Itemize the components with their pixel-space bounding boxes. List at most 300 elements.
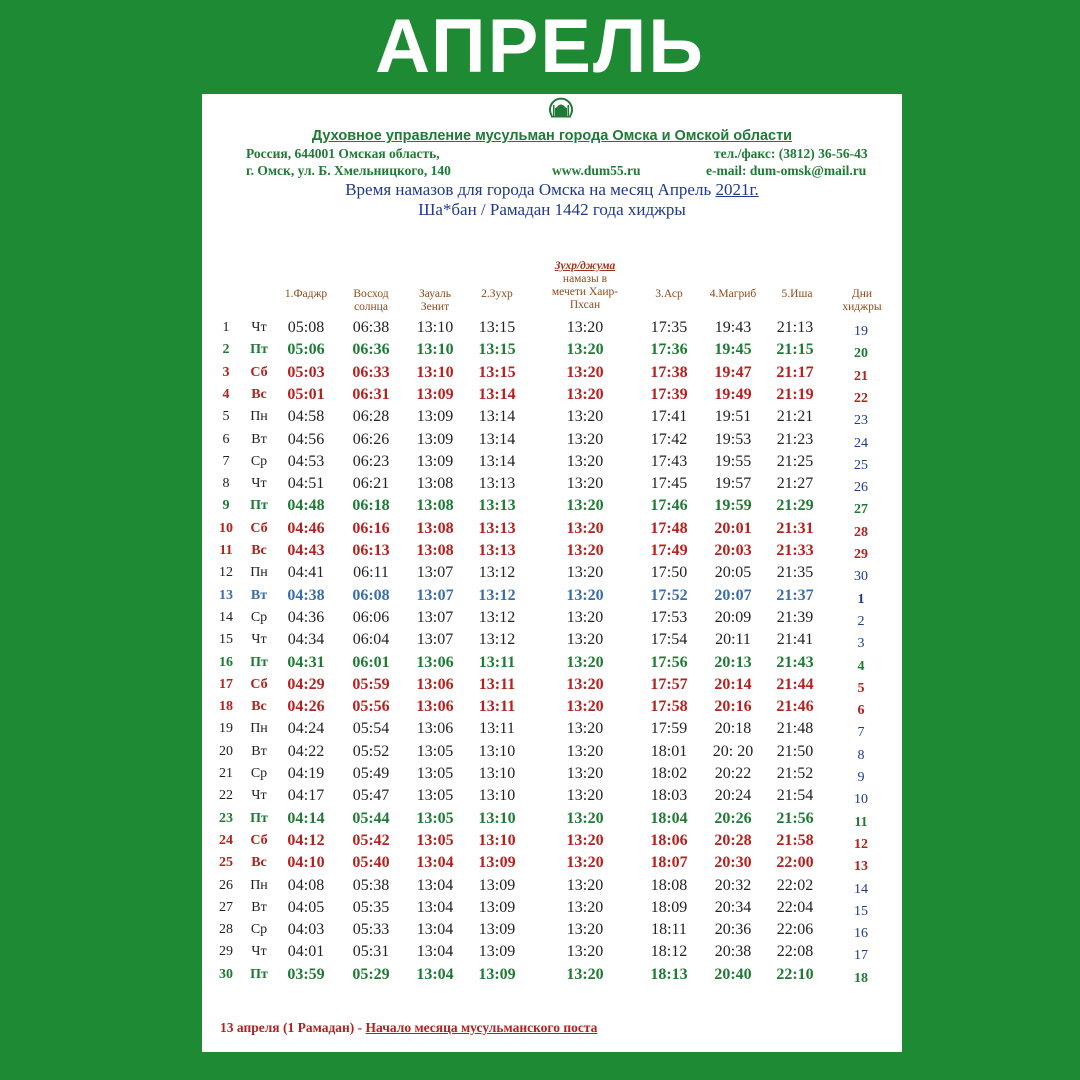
asr-time: 18:02 xyxy=(650,765,688,782)
maghrib-time: 19:47 xyxy=(714,363,752,381)
maghrib-time: 20:24 xyxy=(714,787,752,805)
hijri-day: 11 xyxy=(854,814,868,830)
zenith-time: 13:04 xyxy=(416,876,454,894)
schedule-title-text: Время намазов для города Омска на месяц Апрель xyxy=(345,180,716,199)
maghrib-time: 20: 20 xyxy=(712,742,754,760)
maghrib-time: 20:01 xyxy=(714,519,752,537)
isha-time: 21:25 xyxy=(776,452,814,470)
zenith-time: 13:05 xyxy=(416,765,454,782)
zuhr-time: 13:09 xyxy=(478,876,516,894)
zuhr-time: 13:13 xyxy=(478,497,516,515)
maghrib-time: 20:13 xyxy=(714,653,752,671)
isha-time: 21:29 xyxy=(776,497,814,515)
day-number: 11 xyxy=(219,543,233,558)
zuhr-juma-time: 13:20 xyxy=(566,720,604,738)
hijri-day: 23 xyxy=(854,413,868,429)
sunrise-time: 06:38 xyxy=(352,319,390,336)
day-of-week: Ср xyxy=(250,609,268,625)
zuhr-juma-time: 13:20 xyxy=(566,765,604,782)
asr-time: 17:43 xyxy=(650,452,688,470)
zenith-time: 13:05 xyxy=(416,787,454,805)
maghrib-time: 19:51 xyxy=(714,408,752,426)
day-of-week: Сб xyxy=(250,520,268,536)
schedule-year: 2021г. xyxy=(715,180,759,199)
asr-time: 18:12 xyxy=(650,943,688,961)
zenith-time: 13:08 xyxy=(416,497,454,515)
hijri-day: 7 xyxy=(857,725,865,741)
hijri-day: 4 xyxy=(857,658,865,674)
isha-time: 21:54 xyxy=(776,787,814,805)
fajr-time: 04:29 xyxy=(287,675,325,693)
zuhr-juma-time: 13:20 xyxy=(566,876,604,894)
maghrib-time: 20:09 xyxy=(714,608,752,626)
hijri-day: 2 xyxy=(857,613,865,629)
zuhr-juma-time: 13:20 xyxy=(566,787,604,805)
sunrise-time: 05:29 xyxy=(352,965,390,983)
zenith-time: 13:09 xyxy=(416,430,454,448)
isha-time: 21:46 xyxy=(776,698,814,716)
table-row xyxy=(202,875,902,897)
fajr-time: 04:26 xyxy=(287,698,325,716)
hijri-day: 8 xyxy=(857,747,865,763)
zenith-time: 13:08 xyxy=(416,519,454,537)
day-of-week: Пн xyxy=(250,565,268,581)
day-of-week: Вс xyxy=(251,855,267,871)
day-number: 19 xyxy=(219,721,233,737)
asr-time: 17:41 xyxy=(650,408,688,426)
day-of-week: Чт xyxy=(251,632,267,648)
zenith-time: 13:06 xyxy=(416,698,454,716)
hijri-day: 19 xyxy=(854,324,868,339)
table-row xyxy=(202,339,902,361)
hijri-day: 29 xyxy=(854,547,868,562)
sunrise-time: 06:21 xyxy=(352,475,390,493)
zuhr-time: 13:10 xyxy=(478,809,516,827)
zenith-time: 13:08 xyxy=(416,542,454,559)
asr-time: 18:04 xyxy=(650,809,688,827)
table-row xyxy=(202,897,902,919)
day-of-week: Вт xyxy=(251,899,267,915)
sunrise-time: 06:11 xyxy=(353,564,389,582)
asr-time: 17:42 xyxy=(650,430,688,448)
prayer-schedule-sheet xyxy=(202,94,902,1052)
sunrise-time: 05:44 xyxy=(352,809,390,827)
maghrib-time: 20:16 xyxy=(714,698,752,716)
day-number: 28 xyxy=(219,922,233,938)
asr-time: 17:58 xyxy=(650,698,688,716)
day-number: 22 xyxy=(219,788,233,804)
zenith-time: 13:07 xyxy=(416,608,454,626)
day-number: 29 xyxy=(219,944,233,960)
phone-fax: тел./факс: (3812) 36-56-43 xyxy=(714,146,868,161)
zenith-time: 13:10 xyxy=(416,363,454,381)
sunrise-time: 06:26 xyxy=(352,430,390,448)
hijri-day: 6 xyxy=(857,703,865,719)
table-row xyxy=(202,518,902,540)
day-number: 13 xyxy=(219,587,233,603)
maghrib-time: 19:43 xyxy=(714,319,752,336)
zenith-time: 13:06 xyxy=(416,720,454,738)
fajr-time: 04:24 xyxy=(287,720,325,738)
fajr-time: 04:17 xyxy=(287,787,325,805)
table-row xyxy=(202,808,902,830)
fajr-time: 05:08 xyxy=(287,319,325,336)
hijri-day: 21 xyxy=(854,368,868,384)
day-number: 24 xyxy=(219,832,233,848)
asr-time: 17:50 xyxy=(650,564,688,582)
zenith-time: 13:05 xyxy=(416,742,454,760)
fajr-time: 04:58 xyxy=(287,408,325,426)
day-of-week: Вт xyxy=(251,743,267,759)
asr-time: 17:38 xyxy=(650,363,688,381)
fajr-time: 05:06 xyxy=(287,341,325,359)
maghrib-time: 20:03 xyxy=(714,542,752,559)
day-number: 4 xyxy=(222,386,230,402)
maghrib-time: 19:53 xyxy=(714,430,752,448)
isha-time: 21:33 xyxy=(776,542,814,559)
zuhr-time: 13:13 xyxy=(478,475,516,493)
zuhr-juma-time: 13:20 xyxy=(566,675,604,693)
fajr-time: 04:46 xyxy=(287,519,325,537)
mosque-logo-icon xyxy=(546,96,576,120)
zuhr-time: 13:12 xyxy=(478,564,516,582)
sunrise-time: 05:35 xyxy=(352,898,390,916)
zuhr-time: 13:11 xyxy=(478,675,516,693)
zuhr-juma-time: 13:20 xyxy=(566,898,604,916)
table-row xyxy=(202,652,902,674)
hijri-day: 22 xyxy=(854,390,868,406)
zuhr-juma-time: 13:20 xyxy=(566,943,604,961)
zuhr-time: 13:11 xyxy=(478,698,516,716)
col-sunrise: Восход солнца xyxy=(353,288,389,313)
sunrise-time: 06:36 xyxy=(352,341,390,359)
sunrise-time: 05:56 xyxy=(352,698,390,716)
sunrise-time: 06:31 xyxy=(352,385,390,403)
day-of-week: Чт xyxy=(251,944,267,960)
day-of-week: Пт xyxy=(250,498,268,514)
table-row xyxy=(202,718,902,740)
asr-time: 18:13 xyxy=(650,965,688,983)
table-row xyxy=(202,852,902,874)
maghrib-time: 20:34 xyxy=(714,898,752,916)
isha-time: 22:04 xyxy=(776,898,814,916)
col-zuhr-juma-title: Зухр/джума xyxy=(554,260,616,272)
maghrib-time: 20:07 xyxy=(714,586,752,604)
address-line-2: г. Омск, ул. Б. Хмельницкого, 140 xyxy=(246,163,451,178)
fajr-time: 04:43 xyxy=(287,542,325,559)
day-of-week: Чт xyxy=(251,476,267,492)
asr-time: 17:59 xyxy=(650,720,688,738)
day-number: 12 xyxy=(219,565,233,581)
day-number: 1 xyxy=(222,320,230,335)
sunrise-time: 05:42 xyxy=(352,831,390,849)
zuhr-time: 13:09 xyxy=(478,898,516,916)
hijri-day: 24 xyxy=(854,435,868,451)
table-row xyxy=(202,941,902,963)
hijri-day: 27 xyxy=(854,502,868,518)
fajr-time: 04:01 xyxy=(287,943,325,961)
zenith-time: 13:05 xyxy=(416,831,454,849)
zuhr-time: 13:09 xyxy=(478,854,516,872)
asr-time: 17:49 xyxy=(650,542,688,559)
maghrib-time: 20:30 xyxy=(714,854,752,872)
footer-note-text: 13 апреля (1 Рамадан) - xyxy=(220,1020,366,1035)
zuhr-time: 13:13 xyxy=(478,519,516,537)
asr-time: 17:36 xyxy=(650,341,688,359)
sunrise-time: 05:49 xyxy=(352,765,390,782)
day-number: 26 xyxy=(219,877,233,893)
day-number: 16 xyxy=(219,654,233,670)
zuhr-juma-time: 13:20 xyxy=(566,564,604,582)
zuhr-time: 13:10 xyxy=(478,787,516,805)
hijri-day: 9 xyxy=(857,770,865,785)
sunrise-time: 06:13 xyxy=(352,542,390,559)
sunrise-time: 06:01 xyxy=(352,653,390,671)
zuhr-time: 13:14 xyxy=(478,408,516,426)
col-maghrib: 4.Магриб xyxy=(709,288,757,300)
day-of-week: Сб xyxy=(250,676,268,692)
day-of-week: Пн xyxy=(250,877,268,893)
fajr-time: 04:03 xyxy=(287,921,325,939)
footer-note xyxy=(220,1020,597,1036)
maghrib-time: 20:38 xyxy=(714,943,752,961)
isha-time: 22:00 xyxy=(776,854,814,872)
asr-time: 17:52 xyxy=(650,586,688,604)
zenith-time: 13:04 xyxy=(416,898,454,916)
maghrib-time: 19:49 xyxy=(714,385,752,403)
isha-time: 21:23 xyxy=(776,430,814,448)
asr-time: 17:57 xyxy=(650,675,688,693)
day-of-week: Ср xyxy=(250,453,268,469)
day-number: 6 xyxy=(222,431,230,447)
day-of-week: Пт xyxy=(250,654,268,670)
day-of-week: Вт xyxy=(251,431,267,447)
day-of-week: Ср xyxy=(250,922,268,938)
isha-time: 21:56 xyxy=(776,809,814,827)
day-of-week: Пт xyxy=(250,342,268,358)
day-of-week: Пн xyxy=(250,409,268,425)
asr-time: 18:07 xyxy=(650,854,688,872)
day-number: 27 xyxy=(219,899,233,915)
zuhr-juma-time: 13:20 xyxy=(566,475,604,493)
col-fajr: 1.Фаджр xyxy=(284,288,328,300)
table-row xyxy=(202,562,902,584)
sunrise-time: 05:31 xyxy=(352,943,390,961)
maghrib-time: 19:55 xyxy=(714,452,752,470)
zuhr-time: 13:15 xyxy=(478,319,516,336)
zenith-time: 13:04 xyxy=(416,943,454,961)
isha-time: 21:41 xyxy=(776,631,814,649)
zuhr-juma-time: 13:20 xyxy=(566,408,604,426)
maghrib-time: 20:05 xyxy=(714,564,752,582)
fajr-time: 04:34 xyxy=(287,631,325,649)
day-of-week: Сб xyxy=(250,364,268,380)
day-number: 7 xyxy=(222,453,230,469)
sunrise-time: 06:18 xyxy=(352,497,390,515)
day-of-week: Ср xyxy=(250,766,268,781)
zuhr-juma-time: 13:20 xyxy=(566,809,604,827)
table-row xyxy=(202,830,902,852)
col-isha: 5.Иша xyxy=(781,288,813,300)
fajr-time: 04:48 xyxy=(287,497,325,515)
asr-time: 17:45 xyxy=(650,475,688,493)
day-number: 17 xyxy=(219,676,233,692)
table-row xyxy=(202,674,902,696)
zenith-time: 13:06 xyxy=(416,653,454,671)
fajr-time: 04:14 xyxy=(287,809,325,827)
hijri-day: 26 xyxy=(854,480,868,496)
zuhr-juma-time: 13:20 xyxy=(566,631,604,649)
table-row xyxy=(202,495,902,517)
sunrise-time: 05:59 xyxy=(352,675,390,693)
hijri-day: 13 xyxy=(854,859,868,875)
table-row xyxy=(202,406,902,428)
zenith-time: 13:07 xyxy=(416,631,454,649)
hijri-day: 17 xyxy=(854,948,868,964)
zenith-time: 13:04 xyxy=(416,921,454,939)
zenith-time: 13:09 xyxy=(416,408,454,426)
zenith-time: 13:05 xyxy=(416,809,454,827)
zuhr-juma-time: 13:20 xyxy=(566,319,604,336)
asr-time: 18:11 xyxy=(651,921,687,939)
isha-time: 21:15 xyxy=(776,341,814,359)
hijri-day: 1 xyxy=(857,591,865,607)
maghrib-time: 20:32 xyxy=(714,876,752,894)
table-row xyxy=(202,607,902,629)
day-number: 21 xyxy=(219,766,233,781)
isha-time: 21:19 xyxy=(776,385,814,403)
zenith-time: 13:08 xyxy=(416,475,454,493)
month-banner: АПРЕЛЬ xyxy=(375,4,705,89)
email: e-mail: dum-omsk@mail.ru xyxy=(706,163,867,178)
table-row xyxy=(202,696,902,718)
hijri-day: 3 xyxy=(857,636,865,652)
zenith-time: 13:09 xyxy=(416,385,454,403)
table-row xyxy=(202,540,902,562)
hijri-day: 16 xyxy=(854,926,868,942)
isha-time: 21:43 xyxy=(776,653,814,671)
day-number: 23 xyxy=(219,810,233,826)
isha-time: 22:06 xyxy=(776,921,814,939)
zuhr-juma-time: 13:20 xyxy=(566,854,604,872)
fajr-time: 04:22 xyxy=(287,742,325,760)
table-row xyxy=(202,429,902,451)
table-row xyxy=(202,473,902,495)
maghrib-time: 20:28 xyxy=(714,831,752,849)
isha-time: 21:35 xyxy=(776,564,814,582)
col-zenith: Зауаль Зенит xyxy=(418,288,452,313)
sunrise-time: 06:28 xyxy=(352,408,390,426)
zuhr-time: 13:10 xyxy=(478,831,516,849)
zuhr-time: 13:14 xyxy=(478,385,516,403)
day-of-week: Вс xyxy=(251,699,267,715)
sunrise-time: 06:08 xyxy=(352,586,390,604)
day-of-week: Вс xyxy=(251,386,267,402)
asr-time: 18:06 xyxy=(650,831,688,849)
asr-time: 17:53 xyxy=(650,608,688,626)
zuhr-time: 13:15 xyxy=(478,363,516,381)
day-number: 8 xyxy=(222,476,230,492)
hijri-day: 25 xyxy=(854,457,868,473)
fajr-time: 04:08 xyxy=(287,876,325,894)
zuhr-juma-time: 13:20 xyxy=(566,430,604,448)
sunrise-time: 05:40 xyxy=(352,854,390,872)
fajr-time: 04:53 xyxy=(287,452,325,470)
day-number: 10 xyxy=(219,520,233,536)
table-row xyxy=(202,384,902,406)
fajr-time: 04:51 xyxy=(287,475,325,493)
zuhr-juma-time: 13:20 xyxy=(566,608,604,626)
table-row xyxy=(202,919,902,941)
zenith-time: 13:04 xyxy=(416,965,454,983)
fajr-time: 04:36 xyxy=(287,608,325,626)
table-row xyxy=(202,741,902,763)
zuhr-juma-time: 13:20 xyxy=(566,586,604,604)
zuhr-time: 13:12 xyxy=(478,631,516,649)
sunrise-time: 05:54 xyxy=(352,720,390,738)
asr-time: 17:46 xyxy=(650,497,688,515)
zuhr-time: 13:10 xyxy=(478,742,516,760)
hijri-day: 20 xyxy=(854,346,868,362)
isha-time: 21:17 xyxy=(776,363,814,381)
hijri-day: 12 xyxy=(854,836,868,852)
sunrise-time: 06:06 xyxy=(352,608,390,626)
sunrise-time: 05:33 xyxy=(352,921,390,939)
zenith-time: 13:06 xyxy=(416,675,454,693)
zuhr-juma-time: 13:20 xyxy=(566,653,604,671)
isha-time: 21:31 xyxy=(776,519,814,537)
sunrise-time: 05:47 xyxy=(352,787,390,805)
hijri-day: 10 xyxy=(854,792,868,808)
zuhr-juma-time: 13:20 xyxy=(566,742,604,760)
zuhr-juma-time: 13:20 xyxy=(566,385,604,403)
hijri-day: 30 xyxy=(854,569,868,585)
table-row xyxy=(202,964,902,986)
website: www.dum55.ru xyxy=(552,163,641,178)
isha-time: 22:02 xyxy=(776,876,814,894)
isha-time: 22:08 xyxy=(776,943,814,961)
fajr-time: 04:05 xyxy=(287,898,325,916)
isha-time: 21:44 xyxy=(776,675,814,693)
sunrise-time: 06:33 xyxy=(352,363,390,381)
isha-time: 21:27 xyxy=(776,475,814,493)
col-asr: 3.Аср xyxy=(655,288,683,300)
table-row xyxy=(202,317,902,339)
maghrib-time: 20:18 xyxy=(714,720,752,738)
zuhr-time: 13:09 xyxy=(478,943,516,961)
sunrise-time: 06:23 xyxy=(352,452,390,470)
col-zuhr: 2.Зухр xyxy=(481,288,513,300)
day-of-week: Чт xyxy=(251,320,267,335)
day-of-week: Вт xyxy=(250,587,268,603)
isha-time: 21:58 xyxy=(776,831,814,849)
asr-time: 17:56 xyxy=(650,653,688,671)
zuhr-juma-time: 13:20 xyxy=(566,921,604,939)
address-line-1: Россия, 644001 Омская область, xyxy=(246,146,440,161)
day-of-week: Пт xyxy=(250,810,268,826)
zuhr-time: 13:14 xyxy=(478,430,516,448)
day-number: 14 xyxy=(219,609,233,625)
zuhr-time: 13:11 xyxy=(479,720,515,738)
asr-time: 17:48 xyxy=(650,519,688,537)
day-number: 20 xyxy=(219,743,233,759)
sunrise-time: 05:52 xyxy=(352,742,390,760)
zuhr-time: 13:09 xyxy=(478,965,516,983)
table-row xyxy=(202,585,902,607)
isha-time: 22:10 xyxy=(776,965,814,983)
day-number: 5 xyxy=(222,409,230,425)
day-number: 25 xyxy=(219,855,233,871)
